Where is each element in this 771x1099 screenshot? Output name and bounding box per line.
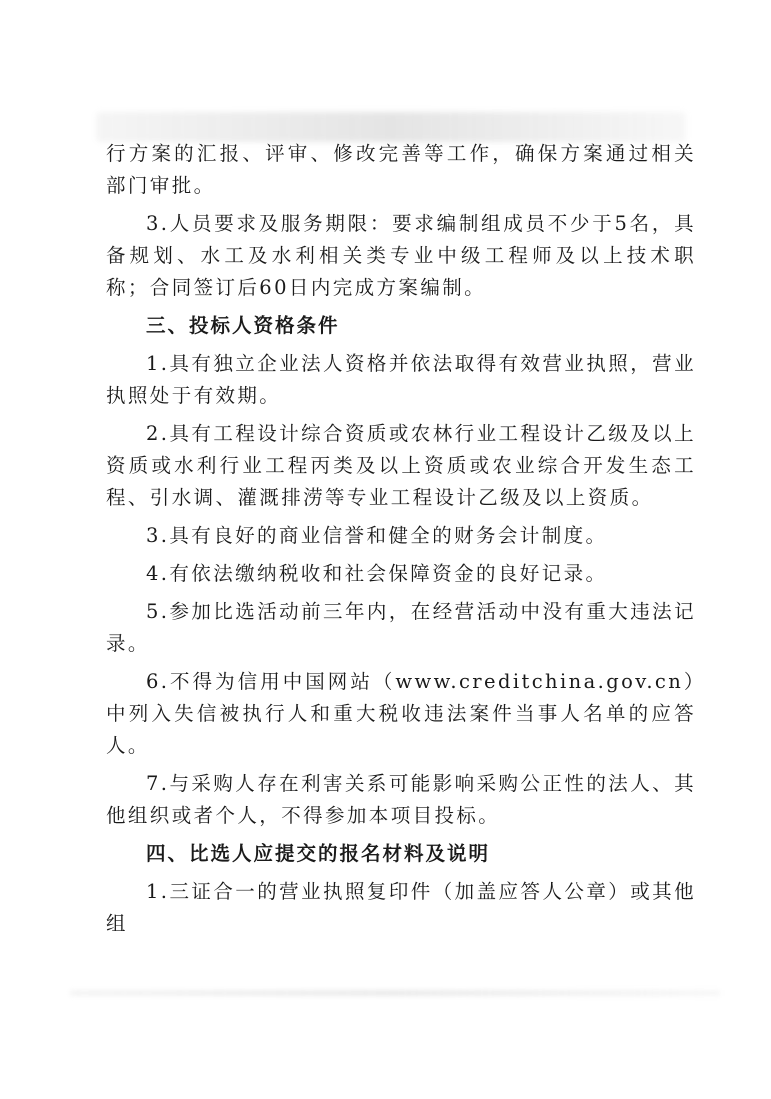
qualification-item-4: 4.有依法缴纳税收和社会保障资金的良好记录。	[146, 562, 608, 585]
qualification-item-2: 2.具有工程设计综合资质或农林行业工程设计乙级及以上资质或水利行业工程丙类及以上资质或农业综合开发生态工程、引水调、灌溉排涝等专业工程设计乙级及以上资质。	[106, 422, 696, 509]
qualification-item-1: 1.具有独立企业法人资格并依法取得有效营业执照，营业执照处于有效期。	[106, 352, 696, 407]
paragraph-staff-requirements: 3.人员要求及服务期限：要求编制组成员不少于5名，具备规划、水工及水利相关类专业中级工程师及以上技术职称；合同签订后60日内完成方案编制。	[106, 212, 696, 299]
qualification-item-5: 5.参加比选活动前三年内，在经营活动中没有重大违法记录。	[106, 600, 696, 655]
materials-item-1: 1.三证合一的营业执照复印件（加盖应答人公章）或其他组	[106, 880, 696, 935]
section-heading-registration-materials: 四、比选人应提交的报名材料及说明	[146, 842, 491, 865]
qualification-item-7: 7.与采购人存在利害关系可能影响采购公正性的法人、其他组织或者个人，不得参加本项目投标。	[106, 772, 696, 827]
paragraph-continuation: 行方案的汇报、评审、修改完善等工作，确保方案通过相关部门审批。	[106, 142, 696, 197]
qualification-item-3: 3.具有良好的商业信誉和健全的财务会计制度。	[146, 524, 608, 547]
scan-artifact-line	[70, 990, 720, 996]
section-heading-bidder-qualifications: 三、投标人资格条件	[146, 314, 340, 337]
document-body	[106, 138, 696, 946]
qualification-item-6: 6.不得为信用中国网站（www.creditchina.gov.cn）中列入失信被执行人和重大税收违法案件当事人名单的应答人。	[106, 670, 696, 757]
